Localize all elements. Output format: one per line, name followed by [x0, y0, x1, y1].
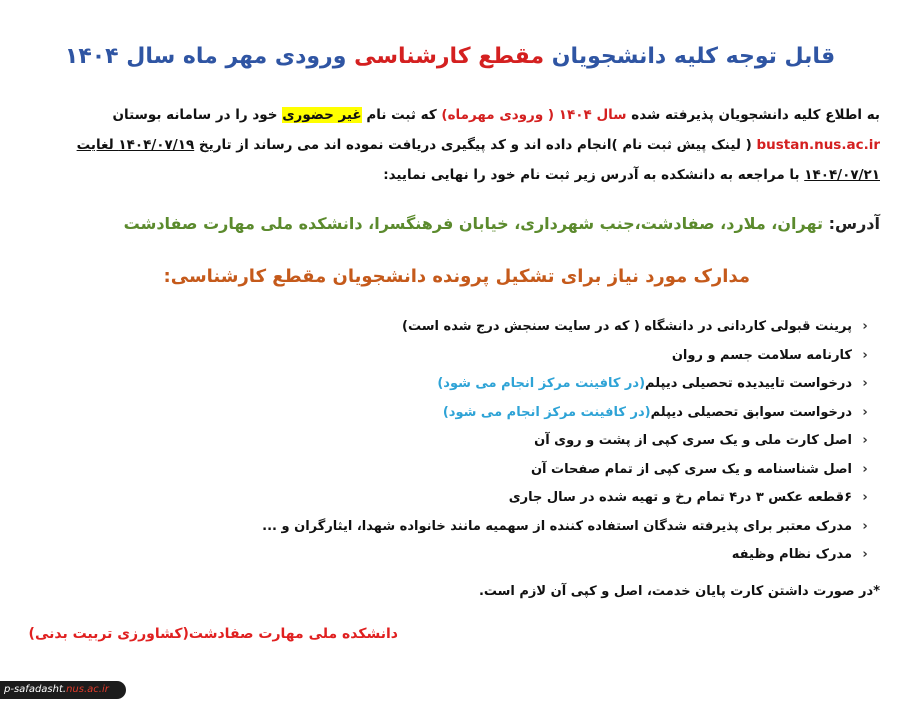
- list-item: [262, 427, 870, 456]
- list-item: [262, 513, 870, 542]
- watermark-part-1: p-safadasht.: [4, 684, 67, 695]
- chevron-left-icon: ‹: [862, 461, 868, 477]
- announcement-title: [40, 44, 860, 69]
- documents-list: [262, 313, 870, 570]
- para-year: سال ۱۴۰۴ ( ورودی مهرماه): [441, 107, 627, 123]
- address-line: [40, 214, 880, 233]
- announcement-paragraph: [40, 100, 880, 190]
- bustan-link[interactable]: bustan.nus.ac.ir: [756, 137, 880, 153]
- site-watermark: [0, 681, 126, 699]
- list-item: [262, 399, 870, 428]
- para-s1: به اطلاع کلیه دانشجویان پذیرفته شده: [626, 107, 880, 123]
- list-item: [262, 456, 870, 485]
- document-text: ۶قطعه عکس ۳ در۴ تمام رخ و تهیه شده در سال جاری: [508, 490, 852, 505]
- para-s9: با مراجعه به دانشکده به آدرس زیر ثبت نام خود را نهایی نمایید:: [383, 167, 805, 183]
- document-text: پرینت قبولی کاردانی در دانشگاه ( که در سایت سنجش درج شده است): [402, 319, 852, 334]
- title-part-3: ورودی مهر ماه سال ۱۴۰۴: [64, 44, 355, 69]
- document-text: مدرک نظام وظیفه: [731, 547, 852, 562]
- list-item: [262, 313, 870, 342]
- chevron-left-icon: ‹: [862, 347, 868, 363]
- document-text: اصل کارت ملی و یک سری کپی از پشت و روی آن: [534, 433, 852, 448]
- document-note: (در کافینت مرکز انجام می شود): [437, 376, 646, 391]
- chevron-left-icon: ‹: [862, 319, 868, 334]
- document-text: کارنامه سلامت جسم و روان: [671, 347, 852, 363]
- document-note: (در کافینت مرکز انجام می شود): [442, 404, 651, 420]
- service-card-note: *در صورت داشتن کارت پایان خدمت، اصل و کپی آن لازم است.: [478, 584, 880, 599]
- address-value: تهران، ملارد، صفادشت،جنب شهرداری، خیابان فرهنگسرا، دانشکده ملی مهارت صفادشت: [123, 214, 824, 233]
- document-text: درخواست سوابق تحصیلی دیپلم: [650, 404, 852, 420]
- list-item: [262, 342, 870, 371]
- document-text: مدرک معتبر برای پذیرفته شدگان استفاده کننده از سهمیه مانند خانواده شهدا، ایثارگران و ...: [262, 518, 852, 534]
- chevron-left-icon: ‹: [862, 376, 868, 391]
- para-s3: که ثبت نام: [361, 107, 442, 123]
- address-label: آدرس:: [823, 214, 880, 233]
- title-part-2: مقطع کارشناسی: [354, 44, 545, 69]
- documents-heading: مدارک مورد نیاز برای تشکیل پرونده دانشجویان مقطع کارشناسی:: [163, 266, 750, 287]
- para-s7: ( لینک پیش ثبت نام )انجام داده اند و کد پیگیری دریافت نموده اند می رساند از تاریخ: [194, 137, 757, 153]
- chevron-left-icon: ‹: [862, 433, 868, 448]
- para-highlight: غیر حضوری: [282, 107, 362, 123]
- chevron-left-icon: ‹: [862, 490, 868, 505]
- document-text: درخواست تاییدیده تحصیلی دیپلم: [645, 376, 852, 391]
- list-item: [262, 370, 870, 399]
- para-s5: خود را در سامانه بوستان: [112, 107, 283, 123]
- chevron-left-icon: ‹: [862, 404, 868, 420]
- title-part-1: قابل توجه کلیه دانشجویان: [544, 44, 836, 69]
- document-text: اصل شناسنامه و یک سری کپی از تمام صفحات آن: [530, 461, 852, 477]
- list-item: [262, 484, 870, 513]
- watermark-part-2: nus.ac.ir: [66, 684, 109, 695]
- para-dates: ۱۴۰۴/۰۷/۱۹ لغایت ۱۴۰۴/۰۷/۲۱: [76, 137, 880, 183]
- faculty-signature: دانشکده ملی مهارت صفادشت(کشاورزی تربیت بدنی): [28, 626, 398, 642]
- chevron-left-icon: ‹: [862, 518, 868, 534]
- list-item: [262, 541, 870, 570]
- chevron-left-icon: ‹: [862, 547, 868, 562]
